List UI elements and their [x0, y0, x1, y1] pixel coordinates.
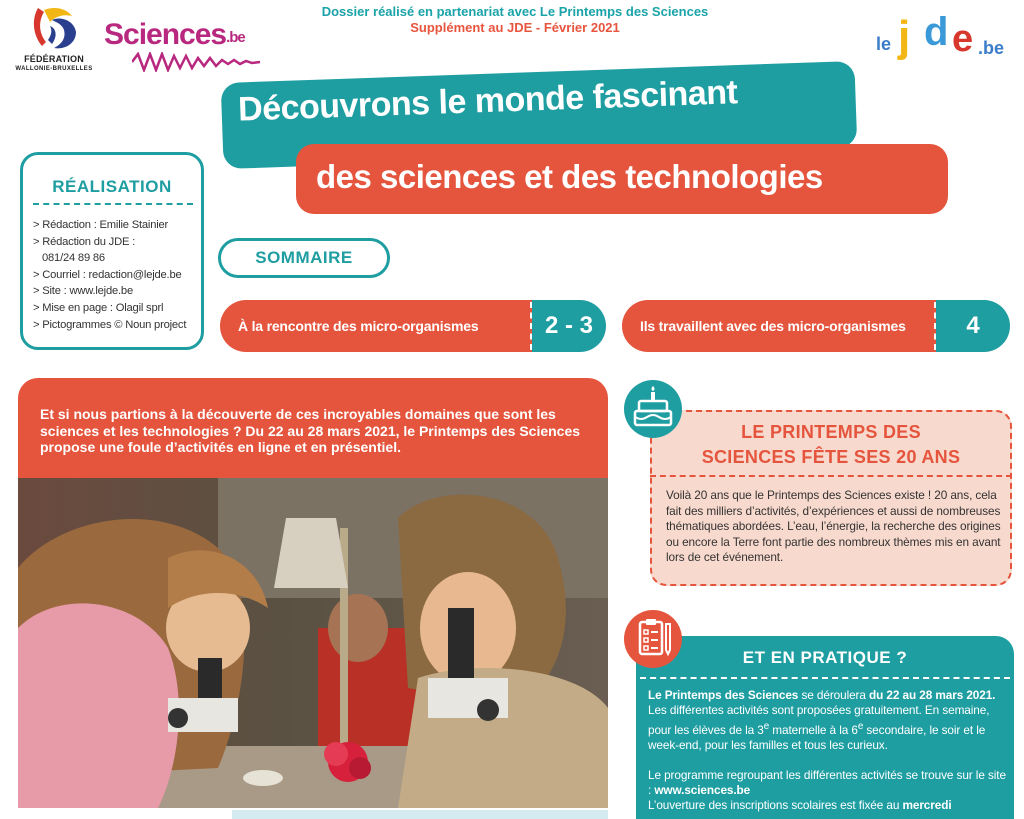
- partnership-line: Dossier réalisé en partenariat avec Le Printemps des Sciences: [321, 4, 709, 19]
- practical-paragraph-3: [648, 798, 1008, 813]
- jde-logo[interactable]: [872, 8, 1014, 74]
- sciences-logo-word: Sciences: [104, 18, 227, 51]
- fwb-name: FÉDÉRATION: [24, 54, 84, 64]
- credits-list: [33, 217, 205, 333]
- sciences-logo-suffix: .be: [226, 29, 245, 46]
- jde-logo-suffix: .be: [978, 38, 1005, 58]
- dashed-separator: [530, 302, 532, 350]
- credit-item[interactable]: > Courriel : redaction@lejde.be: [33, 268, 182, 281]
- bottom-strip: [232, 810, 608, 819]
- anniversary-title-line-2: SCIENCES FÊTE SES 20 ANS: [701, 447, 961, 467]
- superscript: e: [763, 720, 770, 732]
- sciences-be-logo: [104, 18, 264, 74]
- text-run: secondaire, le soir et le week-end, pour les familles et tous les curieux.: [648, 722, 986, 753]
- fwb-logo: [14, 4, 94, 74]
- title-line-2: des sciences et des technologies: [316, 158, 823, 195]
- sommaire-entry-2[interactable]: [622, 300, 1010, 352]
- text-run: Les différentes activités sont proposées gratuitement. En semaine, pour les élèves de la 3: [648, 703, 990, 737]
- jde-logo-le: le: [876, 34, 892, 54]
- anniversary-title: [652, 420, 1010, 470]
- sommaire-entry-label: Ils travaillent avec des micro-organismes: [622, 300, 936, 352]
- title-line-1: Découvrons le monde fascinant: [237, 73, 738, 129]
- text-run: Le programme regroupant les différentes activités se trouve sur le site :: [648, 767, 1006, 797]
- supplement-line: Supplément au JDE - Février 2021: [410, 20, 620, 35]
- spacer: [648, 754, 1008, 768]
- realisation-title: RÉALISATION: [52, 177, 172, 196]
- sommaire-entry-1[interactable]: [220, 300, 606, 352]
- jde-logo-e: e: [952, 18, 974, 60]
- credit-item: > Pictogrammes © Noun project: [33, 318, 187, 331]
- practical-info-body: [648, 688, 1008, 814]
- text-run: L’ouverture des inscriptions scolaires est fixée au: [648, 798, 903, 813]
- website-link[interactable]: www.sciences.be: [654, 782, 751, 797]
- practical-paragraph-1: [648, 688, 1008, 754]
- sommaire-entry-pages: 4: [936, 300, 1010, 352]
- divider: [650, 475, 1012, 477]
- text-run: se déroulera: [798, 688, 870, 702]
- children-microscope-photo: [18, 478, 608, 808]
- divider: [33, 203, 193, 205]
- dashed-separator: [934, 302, 936, 350]
- credit-item[interactable]: > Site : www.lejde.be: [33, 285, 133, 298]
- jde-logo-d: d: [924, 10, 949, 54]
- practical-info-title: ET EN PRATIQUE ?: [742, 648, 908, 667]
- sommaire-entry-label: À la rencontre des micro-organismes: [220, 300, 532, 352]
- jde-logo-j: j: [898, 12, 911, 61]
- event-dates: du 22 au 28 mars 2021.: [869, 688, 996, 702]
- practical-paragraph-2: [648, 768, 1008, 799]
- credit-item: > Rédaction : Emilie Stainier: [33, 219, 169, 231]
- wave-decoration: [132, 52, 262, 72]
- registration-date: mercredi: [902, 798, 952, 813]
- sommaire-heading: SOMMAIRE: [218, 238, 390, 278]
- text-run: maternelle à la 6: [769, 722, 858, 737]
- credit-item: > Rédaction du JDE :: [33, 235, 136, 248]
- divider: [640, 677, 1010, 679]
- sommaire-entry-pages: 2 - 3: [532, 300, 606, 352]
- superscript: e: [857, 720, 864, 732]
- credit-item: > Mise en page : Olagil sprl: [33, 301, 164, 314]
- fwb-rooster-icon: [30, 4, 80, 52]
- fwb-subname: WALLONIE-BRUXELLES: [15, 66, 93, 72]
- anniversary-title-line-1: LE PRINTEMPS DES: [741, 422, 921, 442]
- credit-item: 081/24 89 86: [42, 252, 105, 265]
- event-name: Le Printemps des Sciences: [648, 688, 799, 702]
- realisation-box: [20, 152, 204, 350]
- anniversary-body: Voilà 20 ans que le Printemps des Sciences existe ! 20 ans, cela fait des milliers d’activités, d’expériences et aussi de nombreuses thématiques abordées. L’eau, l’énergie, la recherche des origines ou encore la Terre font partie des nombreux thèmes mis en avant lors de cet événement.: [666, 488, 1001, 565]
- intro-text: Et si nous partions à la découverte de ces incroyables domaines que sont les sciences et les technologies ? Du 22 au 28 mars 2021, le Printemps des Sciences propose une foule d’activités en ligne et en présentiel.: [40, 406, 581, 455]
